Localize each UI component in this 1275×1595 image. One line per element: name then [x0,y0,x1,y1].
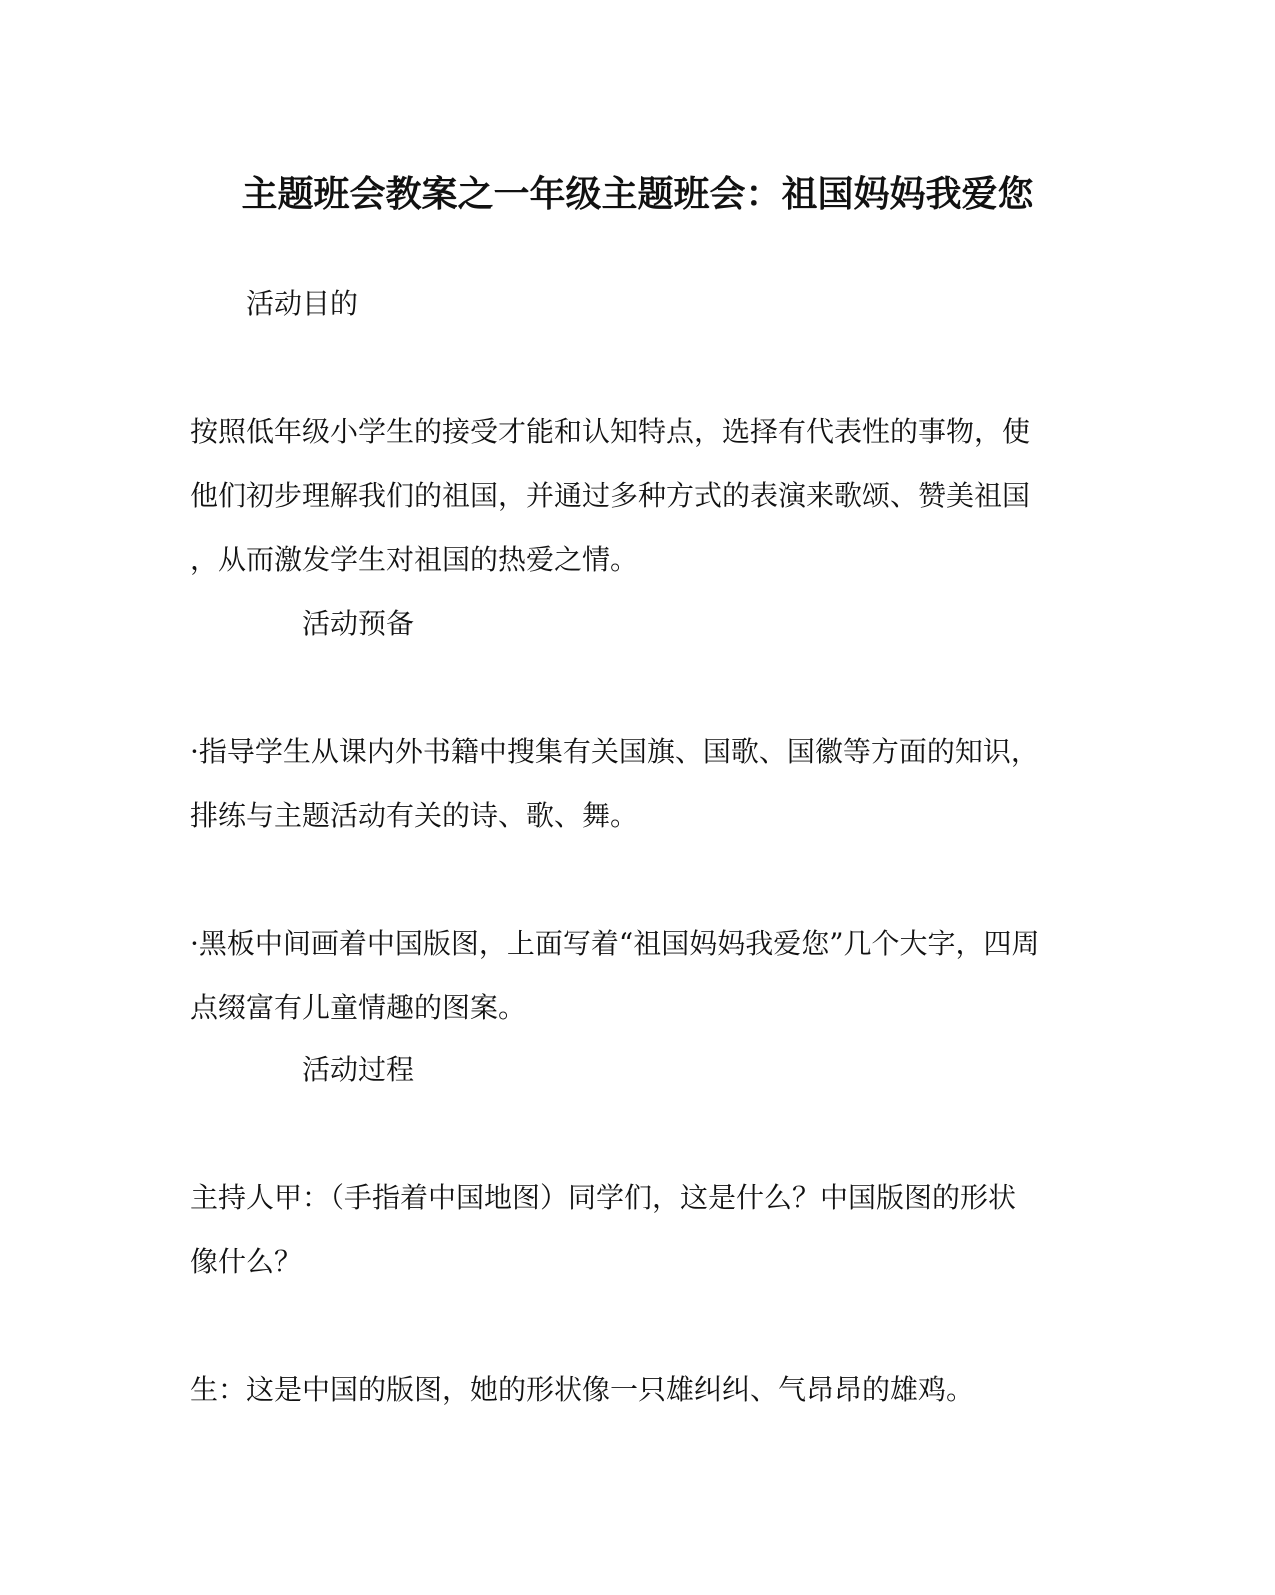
document-title: 主题班会教案之一年级主题班会：祖国妈妈我爱您 [241,173,1034,215]
paragraph-line: 他们初步理解我们的祖国，并通过多种方式的表演来歌颂、赞美祖国 [190,479,1031,512]
paragraph-line: ，从而激发学生对祖国的热爱之情。 [190,543,639,576]
paragraph-process-2 [190,1358,1070,1422]
paragraph-process-1 [190,1166,1070,1294]
paragraph-preparation-2 [190,912,1070,1040]
paragraph-line: 按照低年级小学生的接受才能和认知特点，选择有代表性的事物，使 [190,415,1031,448]
paragraph-purpose [190,400,1070,592]
paragraph-preparation-1 [190,720,1070,848]
paragraph-line: ·指导学生从课内外书籍中搜集有关国旗、国歌、国徽等方面的知识， [190,735,1039,768]
section-heading-preparation: 活动预备 [302,607,415,640]
paragraph-line: 主持人甲：（手指着中国地图）同学们，这是什么？中国版图的形状 [190,1181,1017,1214]
paragraph-line: 点缀富有儿童情趣的图案。 [190,991,527,1024]
paragraph-line: 生：这是中国的版图，她的形状像一只雄纠纠、气昂昂的雄鸡。 [190,1373,975,1406]
paragraph-line: ·黑板中间画着中国版图，上面写着“祖国妈妈我爱您”几个大字，四周 [190,927,1040,960]
paragraph-line: 像什么？ [190,1245,303,1278]
paragraph-line: 排练与主题活动有关的诗、歌、舞。 [190,799,639,832]
section-heading-process: 活动过程 [302,1053,415,1086]
section-heading-purpose: 活动目的 [246,287,359,320]
